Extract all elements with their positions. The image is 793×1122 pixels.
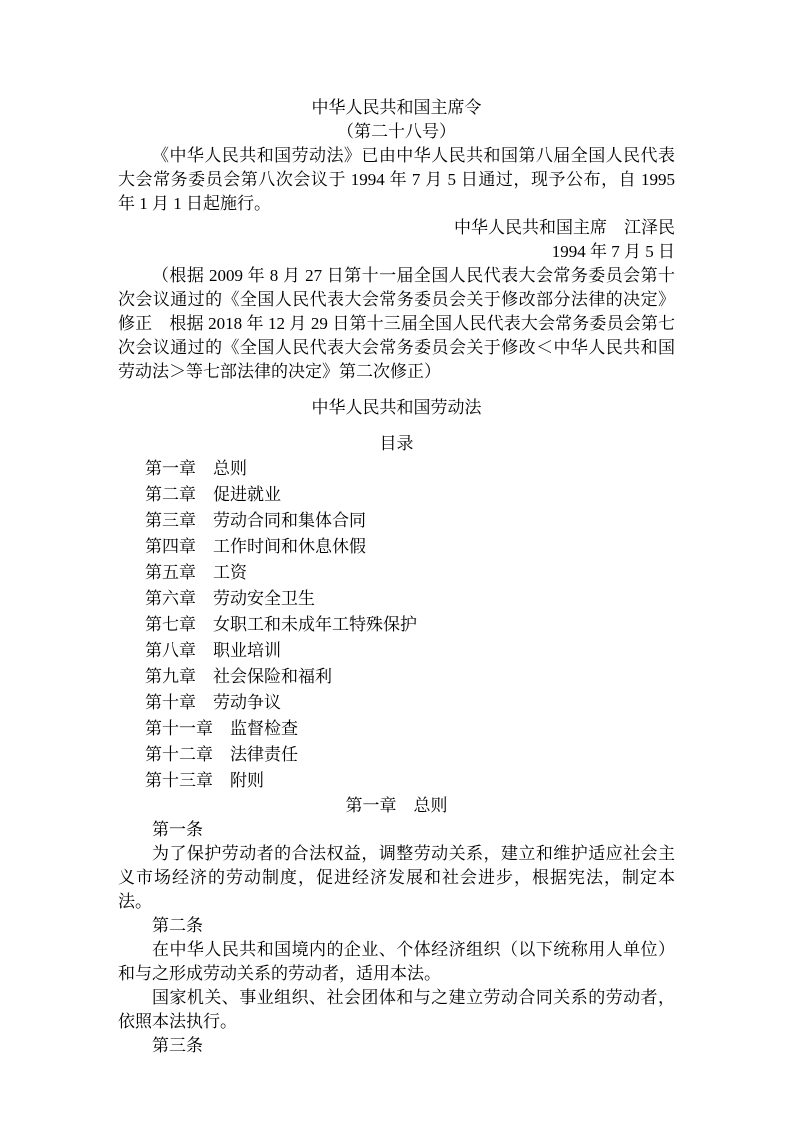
toc-item: [145, 690, 675, 716]
toc-chapter-number: 第四章: [145, 537, 196, 556]
toc-chapter-title: 女职工和未成年工特殊保护: [213, 615, 417, 634]
toc-chapter-title: 促进就业: [213, 485, 281, 504]
toc-chapter-number: 第十一章: [145, 719, 213, 738]
article-number: 第三条: [152, 1036, 203, 1055]
toc-chapter-title: 工作时间和休息休假: [213, 537, 366, 556]
toc-chapter-title: 社会保险和福利: [213, 667, 332, 686]
toc-chapter-number: 第十章: [145, 693, 196, 712]
toc-chapter-number: 第九章: [145, 667, 196, 686]
toc-chapter-number: 第七章: [145, 615, 196, 634]
article-number: 第一条: [152, 820, 203, 839]
toc-chapter-title: 劳动合同和集体合同: [213, 511, 366, 530]
toc-chapter-title: 工资: [213, 563, 247, 582]
toc-item: [145, 456, 675, 482]
article-paragraph: 在中华人民共和国境内的企业、个体经济组织（以下统称用人单位）和与之形成劳动关系的劳动者，适用本法。: [118, 940, 675, 983]
toc-chapter-title: 监督检查: [230, 719, 298, 738]
toc-chapter-title: 劳动安全卫生: [213, 589, 315, 608]
table-of-contents: [118, 456, 675, 794]
toc-item: [145, 768, 675, 794]
toc-chapter-number: 第十二章: [145, 745, 213, 764]
amendment-note: （根据 2009 年 8 月 27 日第十一届全国人民代表大会常务委员会第十次会议通过的《全国人民代表大会常务委员会关于修改部分法律的决定》修正 根据 2018 年 12 月 29 日第十三届全国人民代表大会常务委员会第七次会议通过的《全国人民代表大会常务委员会关于修改＜中华人民共和国劳动法＞等七部法律的决定》第二次修正）: [118, 266, 675, 381]
decree-number: （第二十八号）: [337, 122, 456, 141]
toc-chapter-number: 第六章: [145, 589, 196, 608]
toc-item: [145, 482, 675, 508]
toc-chapter-number: 第五章: [145, 563, 196, 582]
toc-item: [145, 612, 675, 638]
toc-chapter-number: 第二章: [145, 485, 196, 504]
toc-item: [145, 586, 675, 612]
toc-chapter-title: 附则: [230, 771, 264, 790]
article-paragraph: 国家机关、事业组织、社会团体和与之建立劳动合同关系的劳动者，依照本法执行。: [118, 988, 675, 1031]
toc-chapter-number: 第三章: [145, 511, 196, 530]
toc-item: [145, 534, 675, 560]
toc-chapter-title: 总则: [213, 459, 247, 478]
law-title: 中华人民共和国劳动法: [311, 398, 482, 417]
toc-item: [145, 508, 675, 534]
toc-chapter-title: 职业培训: [213, 641, 281, 660]
toc-heading: 目录: [379, 434, 414, 453]
toc-chapter-title: 劳动争议: [213, 693, 281, 712]
chapter-heading: 第一章 总则: [345, 796, 448, 815]
toc-chapter-number: 第一章: [145, 459, 196, 478]
toc-item: [145, 664, 675, 690]
toc-item: [145, 638, 675, 664]
toc-chapter-number: 第十三章: [145, 771, 213, 790]
article-number: 第二条: [152, 916, 203, 935]
decree-title: 中华人民共和国主席令: [311, 98, 482, 117]
toc-chapter-number: 第八章: [145, 641, 196, 660]
decree-body: 《中华人民共和国劳动法》已由中华人民共和国第八届全国人民代表大会常务委员会第八次会议于 1994 年 7 月 5 日通过，现予公布，自 1995 年 1 月 1 日起施行。: [118, 146, 675, 213]
toc-item: [145, 716, 675, 742]
decree-signer: 中华人民共和国主席 江泽民: [454, 218, 675, 237]
toc-item: [145, 560, 675, 586]
decree-date: 1994 年 7 月 5 日: [551, 242, 675, 261]
article-paragraph: 为了保护劳动者的合法权益，调整劳动关系，建立和维护适应社会主义市场经济的劳动制度，促进经济发展和社会进步，根据宪法，制定本法。: [118, 844, 675, 911]
toc-chapter-title: 法律责任: [230, 745, 298, 764]
toc-item: [145, 742, 675, 768]
